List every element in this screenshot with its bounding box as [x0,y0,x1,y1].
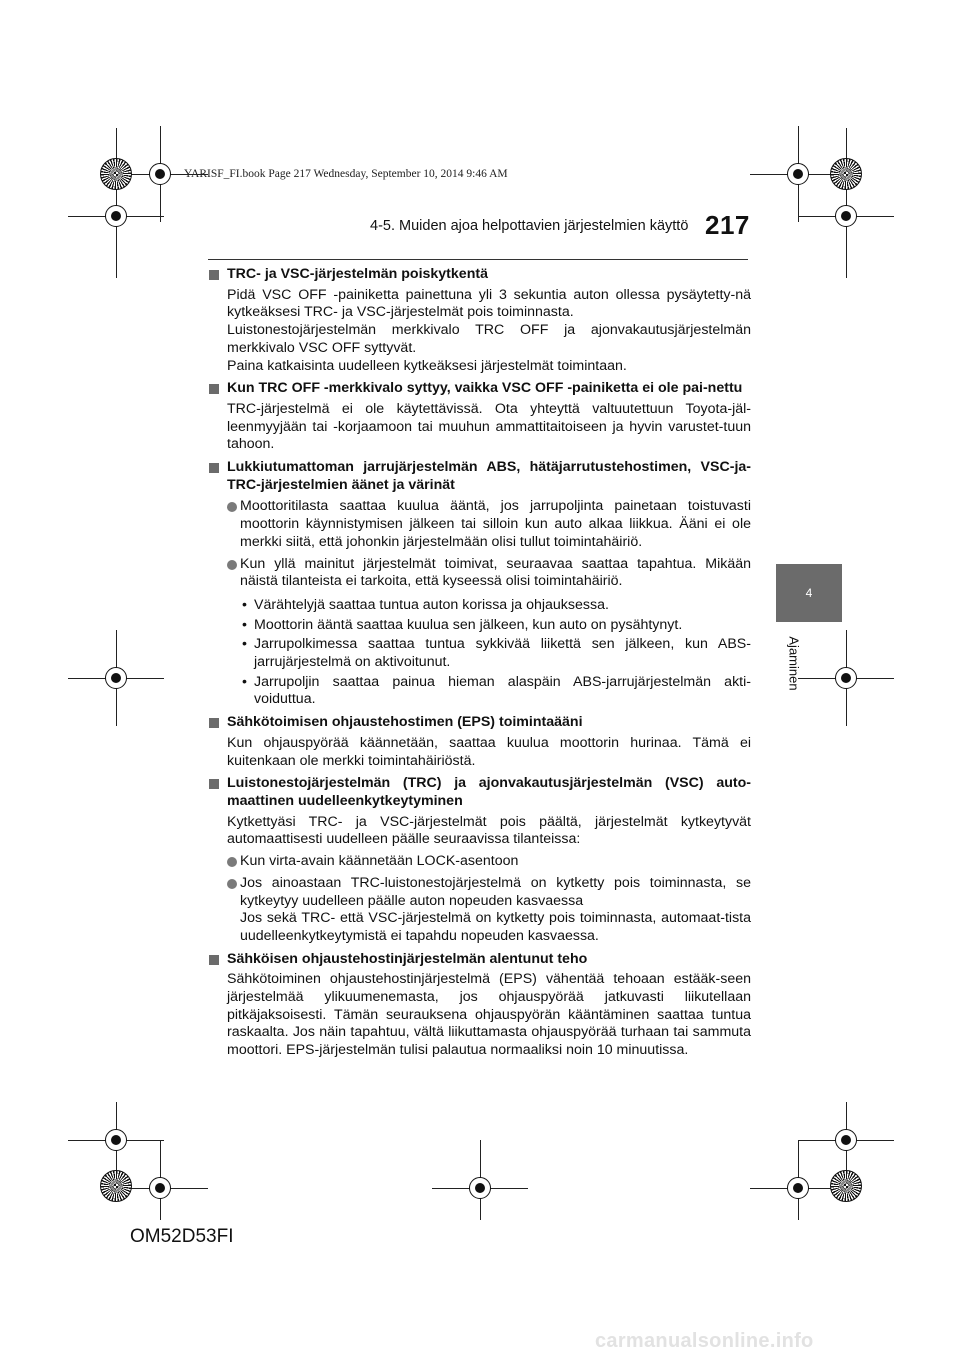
section-heading: Sähkötoimisen ohjaustehostimen (EPS) toimintaääni [209,714,751,732]
registration-mark [98,1122,134,1158]
page-number: 217 [705,210,750,240]
square-bullet-icon [209,463,219,473]
section-heading: Luistonestojärjestelmän (TRC) ja ajonvakautusjärjestelmän (VSC) auto-maattinen uudelleenkytkeytyminen [209,775,751,810]
chapter-tab-label [782,636,802,696]
registration-mark [142,1170,178,1206]
sub-item: • Jarrupolkimessa saattaa tuntua sykkivää liikettä sen jälkeen, kun ABS-jarrujärjestelmä on aktivoitunut. [242,636,751,671]
paragraph: Luistonestojärjestelmän merkkivalo TRC OFF ja ajonvakautusjärjestelmän merkkivalo VSC OFF syttyvät. [227,322,751,356]
header-rule [208,259,748,260]
registration-mark [828,198,864,234]
dot-bullet-icon: • [242,616,247,633]
page-body [209,266,751,1065]
color-rosette-mark [100,1170,132,1202]
bullet-item: Jos ainoastaan TRC-luistonestojärjestelmä on kytketty pois toiminnasta, se kytkeytyy uudelleen päälle auton nopeuden kasvaessa Jos sekä TRC- että VSC-järjestelmä on kytketty pois toiminnasta, automaat-tista uudelleenkytkeytymistä ei tapahdu nopeuden kasvaessa. [209,875,751,946]
paragraph: Pidä VSC OFF -painiketta painettuna yli 3 sekuntia auton ollessa pysäytetty-nä kytkeäksesi TRC- ja VSC-järjestelmät pois toiminnasta. [227,286,751,321]
registration-mark [780,156,816,192]
square-bullet-icon [209,955,219,965]
section-trc-vsc-off [209,266,751,375]
section-heading: Sähköisen ohjaustehostinjärjestelmän alentunut teho [209,951,751,969]
paragraph: Sähkötoiminen ohjaustehostinjärjestelmä (EPS) vähentää tehoaan estääk-seen järjestelmää ylikuumenemasta, jos ohjauspyörää jatkuvasti liikutellaan pitkäjaksoisesti. Tämän seurauksena ohjauspyörän kääntäminen saattaa tuntua raskaalta. Jos näin tapahtuu, vältä liikuttamasta ohjauspyörää turhaan tai sammuta moottori. EPS-järjestelmän tulisi palautua normaaliksi noin 10 minuutissa. [227,971,751,1059]
registration-mark [98,660,134,696]
section-trc-off-indicator [209,380,751,454]
section-eps-reduced [209,951,751,1060]
registration-mark [828,1122,864,1158]
square-bullet-icon [209,384,219,394]
circle-bullet-icon [227,857,237,867]
section-header-title: 4-5. Muiden ajoa helpottavien järjestelmien käyttö [370,218,689,234]
registration-mark [780,1170,816,1206]
site-watermark: carmanualsonline.info [595,1330,814,1352]
dot-bullet-icon: • [242,636,247,653]
square-bullet-icon [209,718,219,728]
registration-mark [98,198,134,234]
dot-bullet-icon: • [242,596,247,613]
sub-list [209,597,751,709]
section-abs-sounds [209,459,751,709]
bullet-item: Kun virta-avain käännetään LOCK-asentoon [209,853,751,871]
color-rosette-mark [830,158,862,190]
bullet-item: Moottoritilasta saattaa kuulua ääntä, jos jarrupoljinta painetaan toistuvasti moottorin käynnistymisen jälkeen tai silloin kun auto alkaa liikkua. Ääni ei ole merkki siitä, että johonkin järjestelmään olisi tullut toimintahäiriö. [209,498,751,551]
registration-mark [462,1170,498,1206]
document-code: OM52D53FI [130,1226,234,1247]
circle-bullet-icon [227,879,237,889]
color-rosette-mark [100,158,132,190]
square-bullet-icon [209,270,219,280]
section-auto-reactivation [209,775,751,945]
registration-mark [828,660,864,696]
paragraph: Paina katkaisinta uudelleen kytkeäksesi järjestelmät toimintaan. [227,357,627,374]
bullet-item: Kun yllä mainitut järjestelmät toimivat, seuraavaa saattaa tapahtua. Mikään näistä tilanteista ei tarkoita, että kyseessä olisi toimintahäiriö. [209,556,751,591]
circle-bullet-icon [227,502,237,512]
paragraph: Kun ohjauspyörää käännetään, saattaa kuulua moottorin hurinaa. Tämä ei kuitenkaan ole merkki toimintahäiriöstä. [227,734,751,769]
sub-item: • Moottorin ääntä saattaa kuulua sen jälkeen, kun auto on pysähtynyt. [242,616,683,633]
paragraph: TRC-järjestelmä ei ole käytettävissä. Ota yhteyttä valtuutettuun Toyota-jäl-leenmyyjään tai -korjaamoon tai muuhun ammattitaitoiseen ja hyvin varustet-tuun tahoon. [227,400,751,453]
sub-item: • Jarrupoljin saattaa painua hieman alaspäin ABS-jarrujärjestelmän akti-voiduttua. [242,673,751,708]
section-heading: TRC- ja VSC-järjestelmän poiskytkentä [209,266,751,284]
circle-bullet-icon [227,560,237,570]
section-heading: Kun TRC OFF -merkkivalo syttyy, vaikka VSC OFF -painiketta ei ole pai-nettu [209,380,751,398]
square-bullet-icon [209,779,219,789]
section-eps-sound [209,714,751,770]
sub-item: • Värähtelyjä saattaa tuntua auton korissa ja ohjauksessa. [242,596,609,613]
paragraph: Kytkettyäsi TRC- ja VSC-järjestelmät pois päältä, järjestelmät kytkeytyvät automaattisesti uudelleen päälle seuraavissa tilanteissa: [227,813,751,848]
color-rosette-mark [830,1170,862,1202]
registration-mark [142,156,178,192]
chapter-label-text: Ajaminen [786,636,802,691]
book-info-slug: YARISF_FI.book Page 217 Wednesday, September 10, 2014 9:46 AM [184,168,508,180]
section-heading: Lukkiutumattoman jarrujärjestelmän ABS, hätäjarrutustehostimen, VSC-ja- TRC-järjestelmien äänet ja värinät [209,459,751,494]
dot-bullet-icon: • [242,673,247,690]
chapter-tab: 4 [776,564,842,622]
